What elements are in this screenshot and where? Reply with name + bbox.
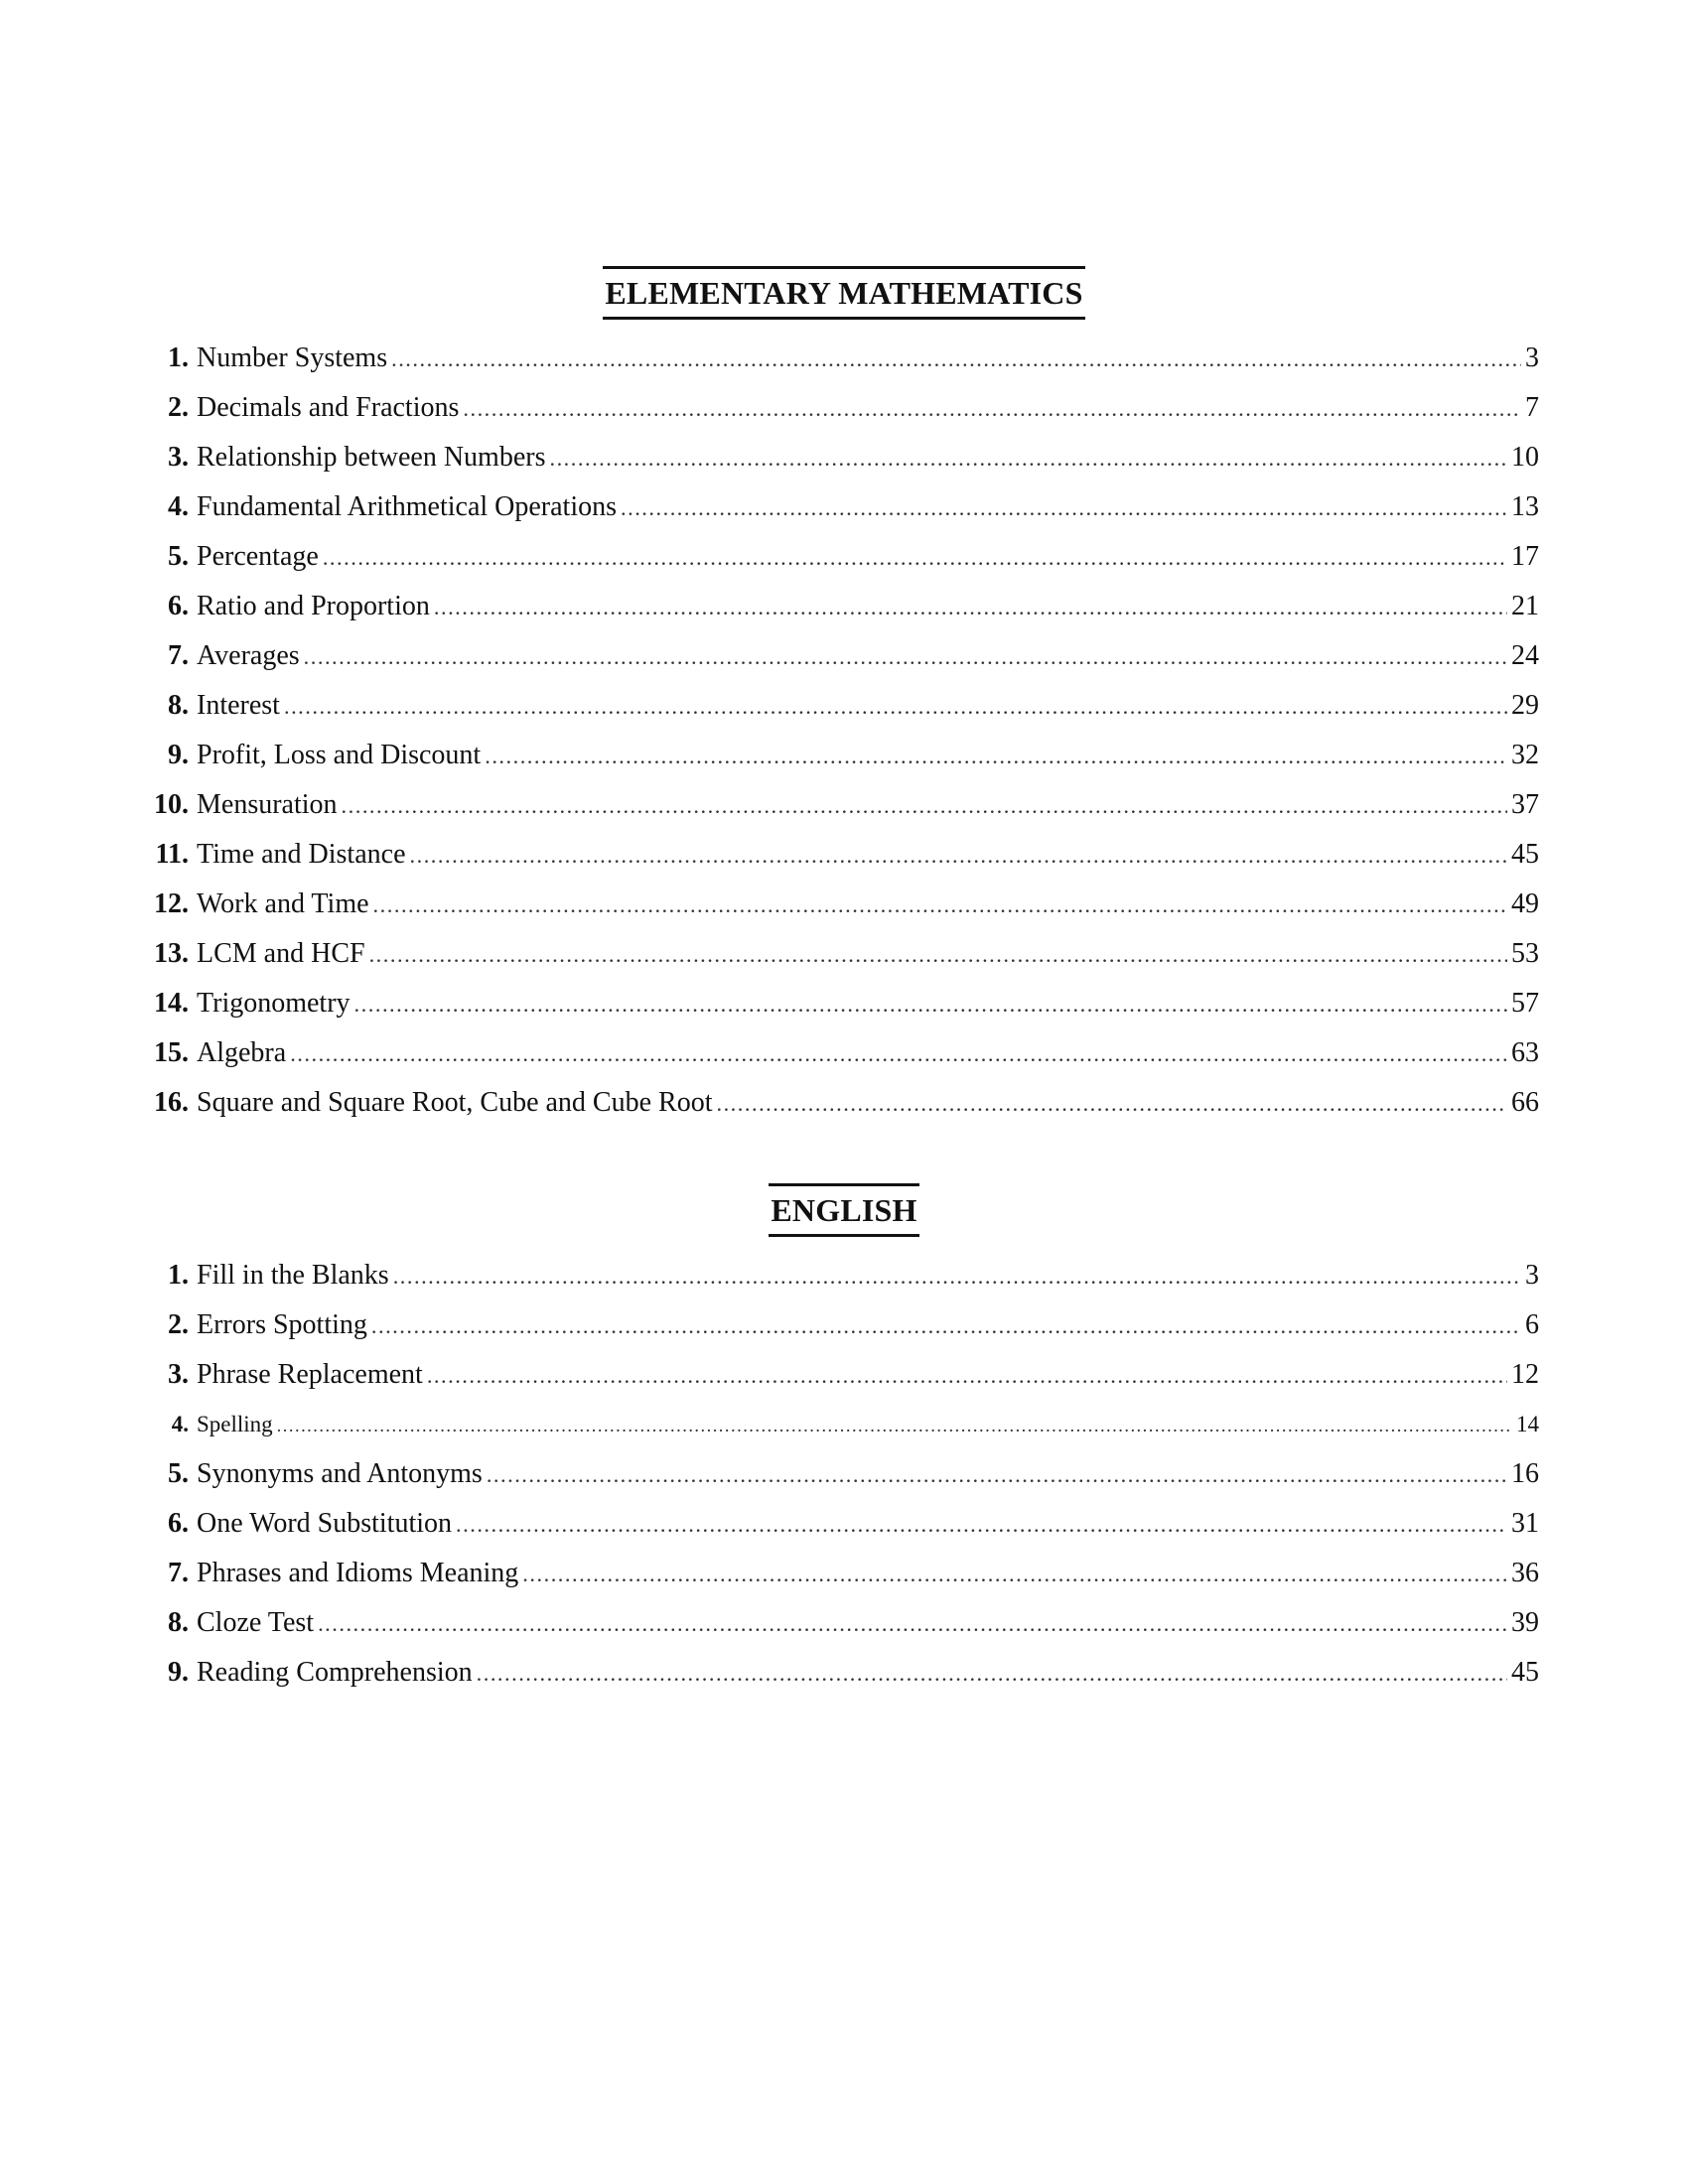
dot-leader [477,1649,1507,1699]
toc-entry[interactable] [149,1251,1539,1300]
dot-leader [371,1301,1521,1351]
entry-title: Fill in the Blanks [197,1260,389,1291]
entry-number: 5. [168,541,189,572]
entry-title: Square and Square Root, Cube and Cube Root [197,1087,713,1118]
toc-list [149,1251,1539,1698]
dot-leader [716,1079,1507,1129]
entry-page: 24 [1511,640,1539,671]
entry-title: Trigonometry [197,988,351,1019]
entry-number: 6. [168,1508,189,1539]
entry-page: 57 [1511,988,1539,1019]
entry-number: 9. [168,1657,189,1688]
entry-title: Spelling [197,1412,273,1436]
entry-number: 3. [168,442,189,473]
entry-page: 49 [1511,888,1539,919]
entry-page: 17 [1511,541,1539,572]
entry-title: Fundamental Arithmetical Operations [197,491,618,522]
dot-leader [290,1029,1507,1079]
toc-entry[interactable] [149,1549,1539,1598]
dot-leader [277,1401,1512,1450]
entry-title: Reading Comprehension [197,1657,473,1688]
dot-leader [410,831,1508,881]
dot-leader [342,781,1507,831]
toc-entry[interactable] [149,433,1539,482]
entry-page: 21 [1511,591,1539,621]
entry-page: 10 [1511,442,1539,473]
toc-entry[interactable] [149,880,1539,929]
entry-title: Work and Time [197,888,369,919]
entry-title: Number Systems [197,342,388,373]
entry-title: Profit, Loss and Discount [197,740,482,770]
section-title: ENGLISH [769,1183,918,1237]
toc-entry[interactable] [149,1078,1539,1128]
dot-leader [323,533,1507,583]
entry-title: Algebra [197,1037,287,1068]
entry-number: 10. [154,789,189,820]
entry-title: Cloze Test [197,1607,315,1638]
toc-entry[interactable] [149,1499,1539,1549]
entry-page: 3 [1525,1260,1539,1291]
dot-leader [318,1599,1507,1649]
dot-leader [549,434,1507,483]
toc-entry[interactable] [149,681,1539,731]
dot-leader [427,1351,1507,1401]
toc-entry[interactable] [149,1598,1539,1648]
toc-entry[interactable] [149,979,1539,1028]
entry-page: 14 [1516,1412,1539,1436]
dot-leader [522,1550,1507,1599]
toc-entry[interactable] [149,929,1539,979]
entry-number: 5. [168,1458,189,1489]
entry-title: Ratio and Proportion [197,591,430,621]
entry-title: LCM and HCF [197,938,365,969]
entry-number: 9. [168,740,189,770]
dot-leader [284,682,1507,732]
toc-entry[interactable] [149,1028,1539,1078]
entry-title: Synonyms and Antonyms [197,1458,483,1489]
entry-page: 29 [1511,690,1539,721]
entry-title: Decimals and Fractions [197,392,460,423]
dot-leader [304,632,1507,682]
toc-entry[interactable] [149,532,1539,582]
toc-entry[interactable] [149,731,1539,780]
entry-number: 4. [171,1412,189,1436]
entry-title: Phrase Replacement [197,1359,423,1390]
entry-title: One Word Substitution [197,1508,453,1539]
entry-page: 6 [1525,1309,1539,1340]
entry-number: 1. [168,1260,189,1291]
entry-number: 6. [168,591,189,621]
toc-entry[interactable] [149,1400,1539,1449]
dot-leader [391,335,1521,384]
entry-page: 53 [1511,938,1539,969]
entry-title: Interest [197,690,280,721]
dot-leader [354,980,1507,1029]
dot-leader [434,583,1507,632]
entry-page: 16 [1511,1458,1539,1489]
entry-page: 66 [1511,1087,1539,1118]
entry-number: 2. [168,392,189,423]
toc-entry[interactable] [149,1449,1539,1499]
entry-title: Averages [197,640,300,671]
entry-page: 45 [1511,839,1539,870]
entry-page: 63 [1511,1037,1539,1068]
entry-number: 7. [168,1558,189,1588]
toc-entry[interactable] [149,1648,1539,1698]
entry-number: 7. [168,640,189,671]
dot-leader [373,881,1507,930]
entry-number: 3. [168,1359,189,1390]
toc-entry[interactable] [149,780,1539,830]
entry-number: 16. [154,1087,189,1118]
entry-number: 1. [168,342,189,373]
entry-title: Phrases and Idioms Meaning [197,1558,519,1588]
entry-page: 36 [1511,1558,1539,1588]
dot-leader [393,1252,1521,1301]
toc-entry[interactable] [149,582,1539,631]
entry-page: 3 [1525,342,1539,373]
toc-entry[interactable] [149,482,1539,532]
entry-number: 13. [154,938,189,969]
dot-leader [485,732,1507,781]
entry-title: Time and Distance [197,839,406,870]
entry-page: 32 [1511,740,1539,770]
entry-number: 8. [168,1607,189,1638]
entry-title: Mensuration [197,789,338,820]
entry-number: 12. [154,888,189,919]
toc-entry[interactable] [149,830,1539,880]
toc-entry[interactable] [149,1300,1539,1350]
toc-section-mathematics [149,266,1539,1128]
entry-page: 39 [1511,1607,1539,1638]
entry-title: Percentage [197,541,319,572]
entry-number: 8. [168,690,189,721]
entry-title: Relationship between Numbers [197,442,546,473]
entry-page: 45 [1511,1657,1539,1688]
dot-leader [463,384,1521,434]
entry-number: 11. [155,839,189,870]
dot-leader [369,930,1507,980]
toc-list [149,334,1539,1128]
entry-page: 37 [1511,789,1539,820]
entry-number: 2. [168,1309,189,1340]
entry-page: 31 [1511,1508,1539,1539]
section-title: ELEMENTARY MATHEMATICS [603,266,1084,320]
toc-entry[interactable] [149,631,1539,681]
entry-page: 7 [1525,392,1539,423]
toc-entry[interactable] [149,383,1539,433]
entry-number: 4. [168,491,189,522]
dot-leader [621,483,1507,533]
toc-entry[interactable] [149,1350,1539,1400]
entry-title: Errors Spotting [197,1309,367,1340]
entry-number: 15. [154,1037,189,1068]
toc-section-english [149,1183,1539,1698]
entry-page: 13 [1511,491,1539,522]
entry-page: 12 [1511,1359,1539,1390]
entry-number: 14. [154,988,189,1019]
dot-leader [487,1450,1507,1500]
toc-entry[interactable] [149,334,1539,383]
dot-leader [456,1500,1507,1550]
